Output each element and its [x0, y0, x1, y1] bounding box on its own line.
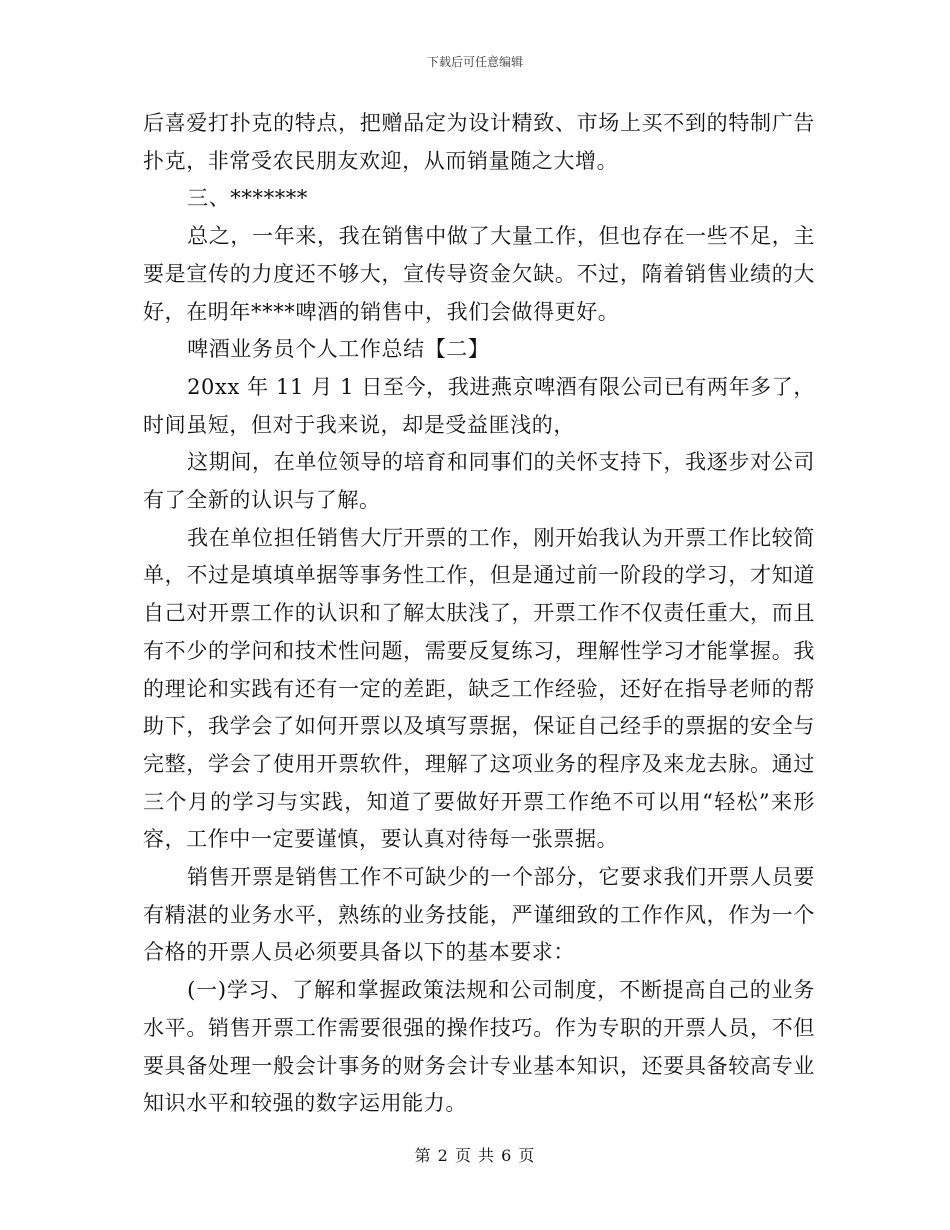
- paragraph: (一)学习、了解和掌握政策法规和公司制度，不断提高自己的业务水平。销售开票工作需要很强的操作技巧。作为专职的开票人员，不但要具备处理一般会计事务的财务会计专业基本知识，还要具备较高专业知识水平和较强的数字运用能力。: [143, 978, 815, 1116]
- section-heading: 三、*******: [187, 186, 308, 211]
- document-body: [143, 105, 815, 1123]
- paragraph: 总之，一年来，我在销售中做了大量工作，但也存在一些不足，主要是宣传的力度还不够大，宣传导资金欠缺。不过，隋着销售业绩的大好，在明年****啤酒的销售中，我们会做得更好。: [143, 224, 815, 324]
- paragraph: 这期间，在单位领导的培育和同事们的关怀支持下，我逐步对公司有了全新的认识与了解。: [143, 450, 815, 513]
- paragraph: 20xx 年 11 月 1 日至今，我进燕京啤酒有限公司已有两年多了，时间虽短，但对于我来说，却是受益匪浅的，: [143, 374, 815, 437]
- page-footer: 第 2 页 共 6 页: [414, 1146, 536, 1165]
- paragraph: 我在单位担任销售大厅开票的工作，刚开始我认为开票工作比较简单，不过是填填单据等事务性工作，但是通过前一阶段的学习，才知道自己对开票工作的认识和了解太肤浅了，开票工作不仅责任重大，而且有不少的学问和技术性问题，需要反复练习，理解性学习才能掌握。我的理论和实践有还有一定的差距，缺乏工作经验，还好在指导老师的帮助下，我学会了如何开票以及填写票据，保证自己经手的票据的安全与完整，学会了使用开票软件，理解了这项业务的程序及来龙去脉。通过三个月的学习与实践，知道了要做好开票工作绝不可以用“轻松”来形容，工作中一定要谨慎，要认真对待每一张票据。: [143, 525, 815, 852]
- paragraph: 后喜爱打扑克的特点，把赠品定为设计精致、市场上买不到的特制广告扑克，非常受农民朋友欢迎，从而销量随之大增。: [143, 111, 815, 173]
- paragraph: 销售开票是销售工作不可缺少的一个部分，它要求我们开票人员要有精湛的业务水平，熟练的业务技能，严谨细致的工作作风，作为一个合格的开票人员必须要具备以下的基本要求：: [143, 865, 815, 965]
- page-header: 下载后可任意编辑: [426, 55, 523, 69]
- section-title: 啤酒业务员个人工作总结【二】: [187, 337, 490, 362]
